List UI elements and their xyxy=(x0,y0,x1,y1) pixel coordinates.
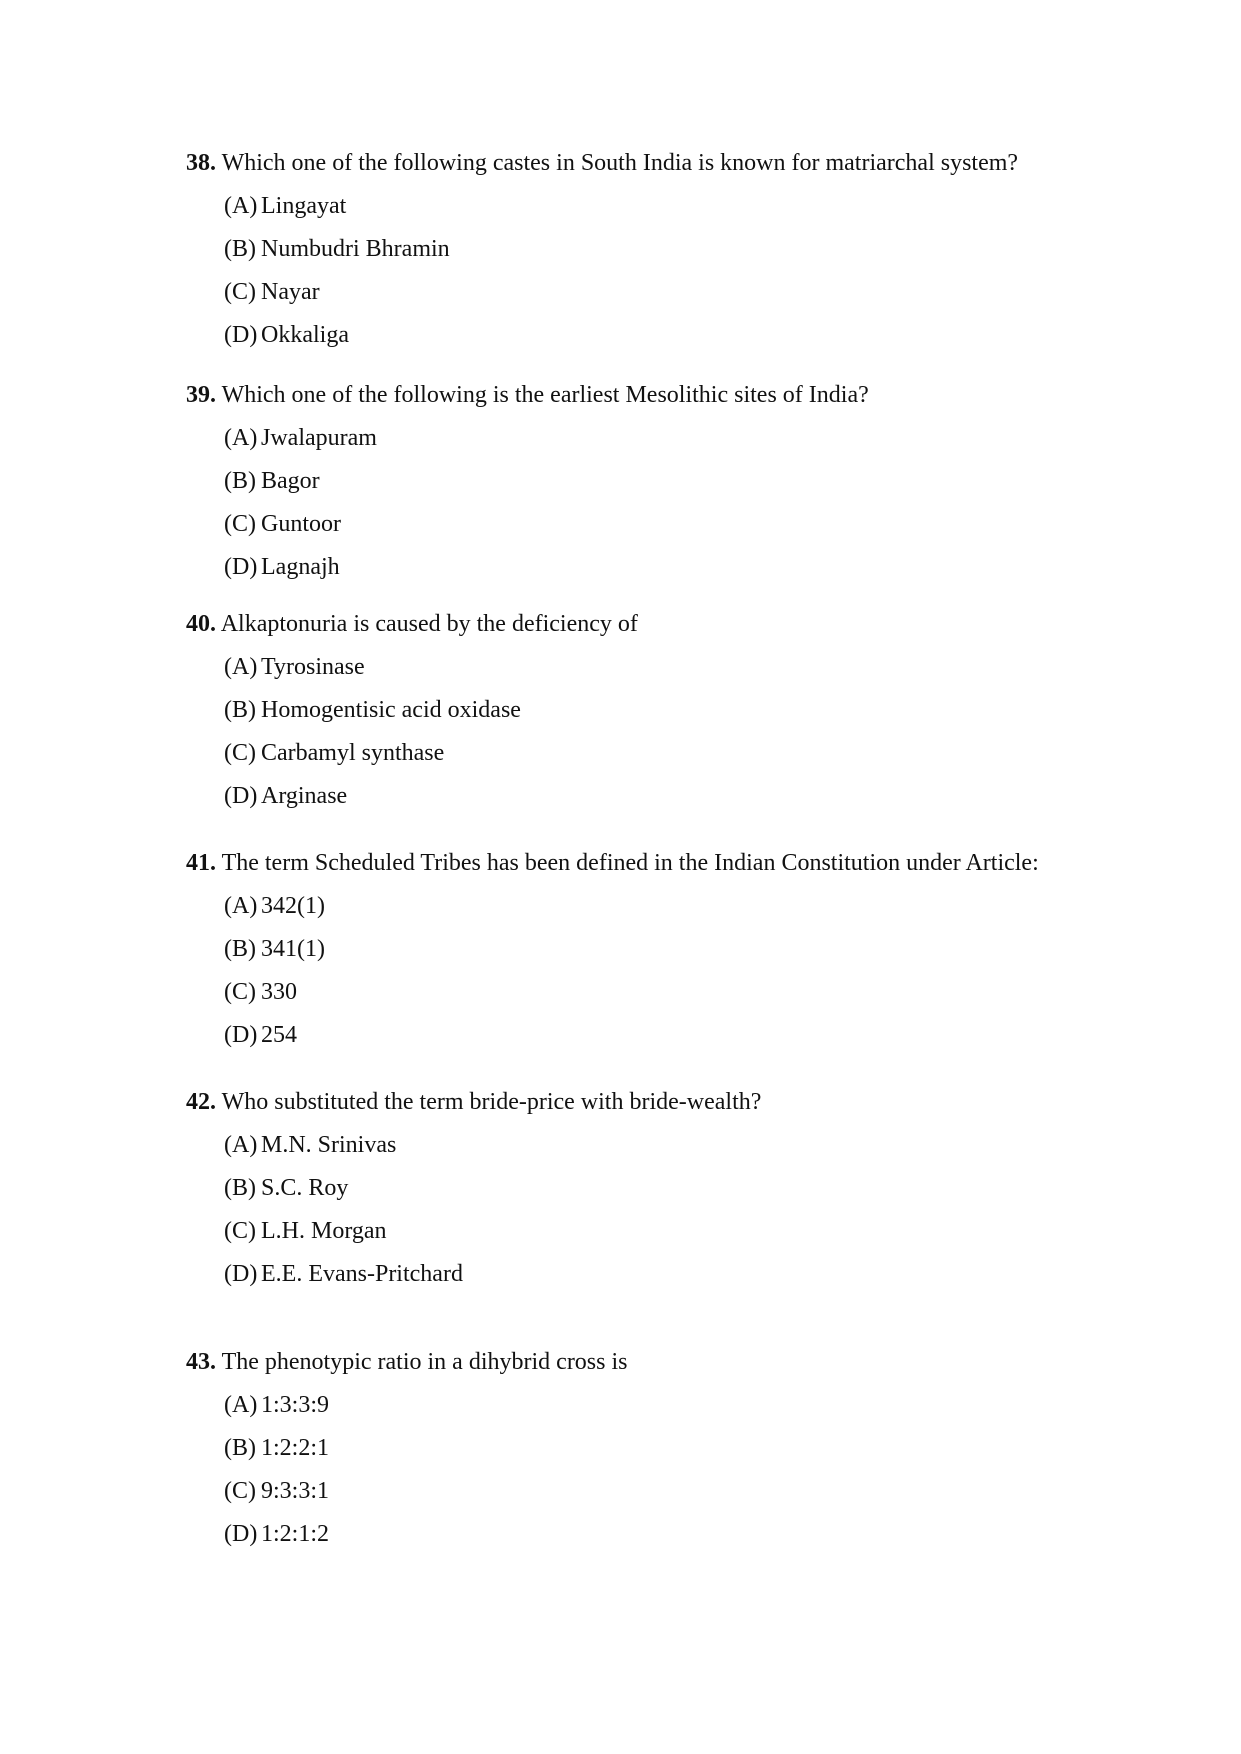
option-text: 1:3:3:9 xyxy=(261,1392,330,1418)
question-stem xyxy=(186,148,1186,178)
option-letter: (B) xyxy=(224,936,256,962)
option-b xyxy=(224,1173,1186,1203)
option-letter: (C) xyxy=(224,979,256,1005)
option-c xyxy=(224,509,1186,539)
option-text: 254 xyxy=(261,1022,297,1048)
option-letter: (C) xyxy=(224,740,256,766)
option-d xyxy=(224,1020,1186,1050)
option-a xyxy=(224,1390,1186,1420)
option-text: L.H. Morgan xyxy=(261,1218,387,1244)
question-text: The phenotypic ratio in a dihybrid cross is xyxy=(221,1349,628,1375)
option-text: 1:2:1:2 xyxy=(261,1521,330,1547)
option-text: Lingayat xyxy=(261,193,347,219)
option-d xyxy=(224,552,1186,582)
question-number: 38. xyxy=(186,150,216,176)
option-letter: (C) xyxy=(224,1218,256,1244)
option-letter: (C) xyxy=(224,511,256,537)
option-text: Nayar xyxy=(261,279,320,305)
option-letter: (D) xyxy=(224,783,258,809)
option-b xyxy=(224,934,1186,964)
option-c xyxy=(224,277,1186,307)
option-letter: (B) xyxy=(224,697,256,723)
option-text: 342(1) xyxy=(261,893,325,919)
option-letter: (B) xyxy=(224,468,256,494)
option-letter: (D) xyxy=(224,322,258,348)
option-text: 1:2:2:1 xyxy=(261,1435,330,1461)
question-41 xyxy=(186,848,1186,1050)
option-letter: (A) xyxy=(224,1392,258,1418)
option-text: Arginase xyxy=(261,783,348,809)
option-a xyxy=(224,891,1186,921)
option-text: S.C. Roy xyxy=(261,1175,349,1201)
question-number: 42. xyxy=(186,1089,216,1115)
question-number: 41. xyxy=(186,850,216,876)
question-39 xyxy=(186,380,1186,582)
option-letter: (C) xyxy=(224,1478,256,1504)
option-a xyxy=(224,1130,1186,1160)
option-text: M.N. Srinivas xyxy=(261,1132,397,1158)
option-letter: (A) xyxy=(224,425,258,451)
question-stem xyxy=(186,1087,1186,1117)
question-text: Which one of the following is the earliest Mesolithic sites of India? xyxy=(221,382,869,408)
option-letter: (B) xyxy=(224,1175,256,1201)
option-b xyxy=(224,1433,1186,1463)
option-a xyxy=(224,191,1186,221)
question-38 xyxy=(186,148,1186,350)
option-letter: (C) xyxy=(224,279,256,305)
question-number: 39. xyxy=(186,382,216,408)
option-d xyxy=(224,1519,1186,1549)
option-text: Lagnajh xyxy=(261,554,340,580)
option-text: Numbudri Bhramin xyxy=(261,236,450,262)
option-text: Jwalapuram xyxy=(261,425,377,451)
option-c xyxy=(224,1216,1186,1246)
option-a xyxy=(224,652,1186,682)
option-c xyxy=(224,977,1186,1007)
option-text: E.E. Evans-Pritchard xyxy=(261,1261,463,1287)
option-text: 9:3:3:1 xyxy=(261,1478,330,1504)
option-letter: (B) xyxy=(224,1435,256,1461)
question-text: The term Scheduled Tribes has been defined in the Indian Constitution under Article: xyxy=(221,850,1039,876)
option-c xyxy=(224,738,1186,768)
question-40 xyxy=(186,609,1186,811)
option-text: Tyrosinase xyxy=(261,654,365,680)
option-letter: (D) xyxy=(224,554,258,580)
option-d xyxy=(224,1259,1186,1289)
question-text: Which one of the following castes in South India is known for matriarchal system? xyxy=(221,150,1019,176)
option-letter: (A) xyxy=(224,1132,258,1158)
option-b xyxy=(224,466,1186,496)
option-c xyxy=(224,1476,1186,1506)
option-letter: (D) xyxy=(224,1261,258,1287)
question-stem xyxy=(186,1347,1186,1377)
option-text: Homogentisic acid oxidase xyxy=(261,697,521,723)
question-number: 40. xyxy=(186,611,216,637)
option-text: Carbamyl synthase xyxy=(261,740,445,766)
question-43 xyxy=(186,1347,1186,1549)
question-stem xyxy=(186,380,1186,410)
option-letter: (D) xyxy=(224,1521,258,1547)
option-text: Guntoor xyxy=(261,511,341,537)
question-stem xyxy=(186,848,1186,878)
option-d xyxy=(224,320,1186,350)
option-d xyxy=(224,781,1186,811)
option-letter: (A) xyxy=(224,893,258,919)
question-stem xyxy=(186,609,1186,639)
option-text: 341(1) xyxy=(261,936,325,962)
option-text: Okkaliga xyxy=(261,322,349,348)
question-text: Who substituted the term bride-price with bride-wealth? xyxy=(221,1089,762,1115)
option-letter: (A) xyxy=(224,193,258,219)
option-text: Bagor xyxy=(261,468,320,494)
option-letter: (D) xyxy=(224,1022,258,1048)
option-letter: (B) xyxy=(224,236,256,262)
option-text: 330 xyxy=(261,979,297,1005)
option-b xyxy=(224,234,1186,264)
question-text: Alkaptonuria is caused by the deficiency of xyxy=(220,611,638,637)
option-b xyxy=(224,695,1186,725)
option-letter: (A) xyxy=(224,654,258,680)
question-number: 43. xyxy=(186,1349,216,1375)
question-42 xyxy=(186,1087,1186,1289)
option-a xyxy=(224,423,1186,453)
